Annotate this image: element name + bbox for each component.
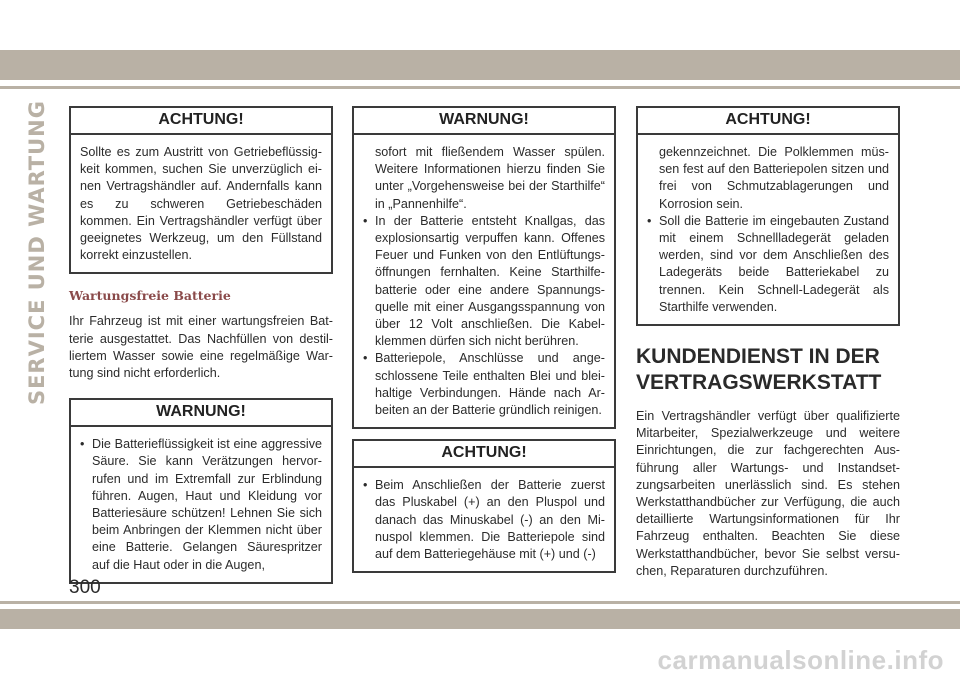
section-side-tab [22,100,52,406]
bullet-icon: • [363,213,368,228]
warning-title: WARNUNG! [354,108,614,135]
warning-bullet: • Die Batterieflüssigkeit ist eine aggressive Säure. Sie kann Verätzungen hervorrufen und im Extremfall zur Erblindung führen. Augen, Haut und Kleidung vor Batteriesäure schützen! Lehnen Sie sich beim Anbringen der Klemmen nicht über eine Batterie. Gelangen Säurespritzer auf die Haut oder in die Augen, [80,437,322,572]
page-number: 300 [69,577,101,598]
caution-bullet: • Soll die Batterie im eingebauten Zustand mit einem Schnellladegerät geladen werden, sind vor dem Anschließen des Ladegeräts beide Batteriekabel zu trennen. Kein Schnell-Ladegerät als Starthilfe verwenden. [647,213,889,314]
bullet-icon: • [363,478,368,493]
bullet-icon: • [363,351,368,366]
footer-rule [0,601,960,604]
caution-box [69,106,333,274]
caution-box [352,439,616,573]
warning-box [352,106,616,429]
caution-continued-text: gekennzeichnet. Die Polklemmen müssen fest auf den Batteriepolen sitzen und frei von Schmutzablagerungen und Korrosion sein. [659,145,889,211]
header-rule [0,86,960,89]
side-tab-label: SERVICE UND WARTUNG [25,100,49,406]
column-3 [636,106,900,580]
watermark: carmanualsonline.info [657,645,944,675]
warning-bullet: • Batteriepole, Anschlüsse und angeschlossene Teile enthalten Blei und bleihaltige Verbindungen. Hände nach Arbeiten an der Batterie gründlich reinigen. [363,351,605,418]
caution-box [636,106,900,326]
bullet-icon: • [80,437,85,452]
section-title: KUNDENDIENST IN DER VERTRAGSWERKSTATT [636,345,882,395]
column-1 [69,106,333,584]
body-paragraph: Ein Vertragshändler verfügt über qualifizierte Mitarbeiter, Spezialwerkzeuge und weitere Einrichtungen, die zur fachgerechten Ausführung aller Wartungs- und Instandsetzungsarbeiten unerlässlich sind. Es stehen Werkstatthandbücher zur Verfügung, die auch detaillierte Wartungsinformationen für Ihr Fahrzeug enthalten. Beachten Sie diese Werkstatthandbücher, bevor Sie selbst versuchen, Reparaturen durchzuführen. [636,409,900,578]
caution-title: ACHTUNG! [638,108,898,135]
warning-bullet: • In der Batterie entsteht Knallgas, das explosionsartig verpuffen kann. Offenes Feuer und Funken von den Entlüftungsöffnungen fernhalten. Keine Starthilfebatterie oder eine andere Spannungsquelle mit einer Ausgangsspannung von über 12 Volt anschließen. Die Kabelklemmen dürfen sich nicht berühren. [363,213,605,349]
subheading: Wartungsfreie Batterie [69,288,231,304]
body-paragraph: Ihr Fahrzeug ist mit einer wartungsfreien Batterie ausgestattet. Das Nachfüllen von destilliertem Wasser sowie eine regelmäßige Wartung sind nicht erforderlich. [69,314,333,381]
caution-text: Sollte es zum Austritt von Getriebeflüssigkeit kommen, suchen Sie unverzüglich einen Vertragshändler auf. Andernfalls kann es zu schweren Getriebeschäden kommen. Ein Vertragshändler verfügt über geeignetes Werkzeug, um den Füllstand korrekt einzustellen. [80,145,322,263]
caution-title: ACHTUNG! [354,441,614,468]
column-2 [352,106,616,573]
caution-bullet: • Beim Anschließen der Batterie zuerst das Pluskabel (+) an den Pluspol und danach das Minuskabel (-) an den Minuspol klemmen. Die Batteriepole sind auf dem Batteriegehäuse mit (+) und (-) [363,478,605,562]
caution-title: ACHTUNG! [71,108,331,135]
bullet-icon: • [647,213,652,228]
warning-box [69,398,333,584]
header-band [0,50,960,80]
warning-title: WARNUNG! [71,400,331,427]
footer-band [0,609,960,629]
warning-continued-text: sofort mit fließendem Wasser spülen. Weitere Informationen hierzu finden Sie unter „Vorgehensweise bei der Starthilfe“ in „Pannenhilfe“. [375,145,605,211]
